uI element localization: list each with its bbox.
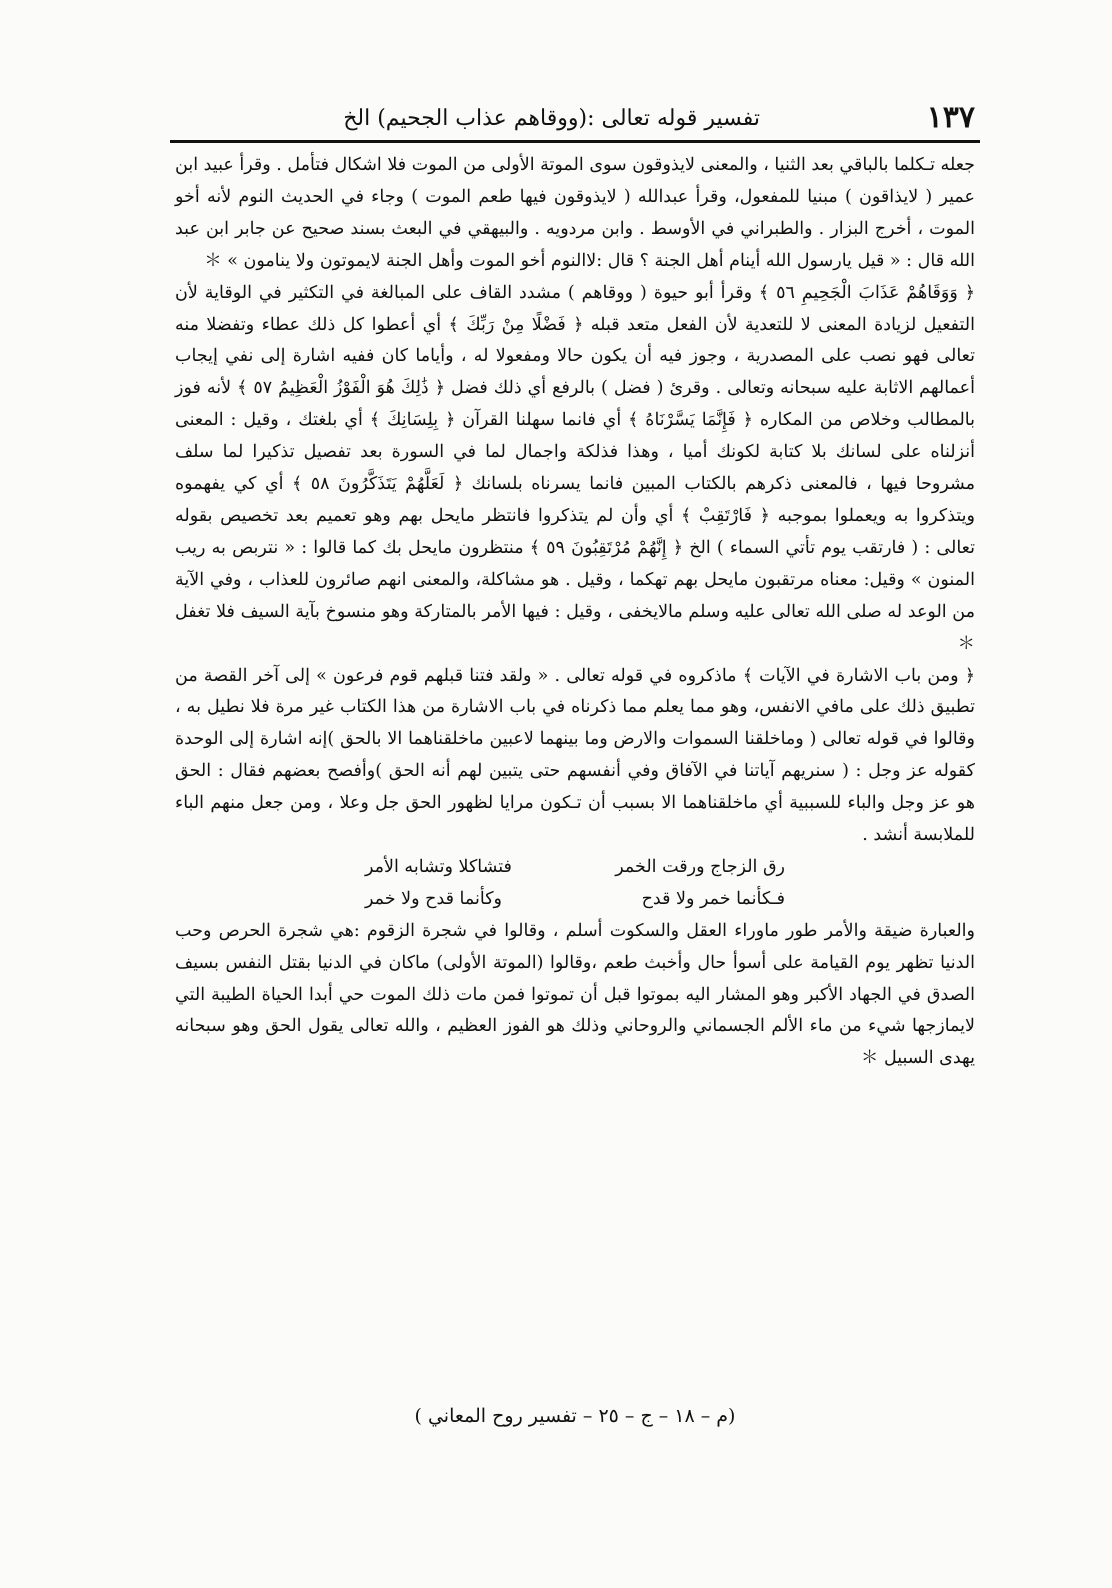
verse-line <box>365 852 785 884</box>
page-footer: (م – ١٨ – ج – ٢٥ – تفسير روح المعاني ) <box>414 1405 736 1427</box>
verse-hemistich: رق الزجاج ورقت الخمر <box>615 856 785 877</box>
body-text <box>175 150 975 1075</box>
paragraph: جعله تـكلما بالباقي بعد الثنيا ، والمعنى لايذوقون سوى الموتة الأولى من الموت فلا اشكال فتأمل . وقرأ عبيد ابن عمير ( لايذاقون ) مبنيا للمفعول، وقرأ عبدالله ( لايذوقون فيها طعم الموت ) وجاء في الحديث النوم لأنه أخو الموت ، أخرج البزار . والطبراني في الأوسط . وابن مردويه . والبيهقي في البعث بسند صحيح عن جابر ابن عبد الله قال : « قيل يارسول الله أينام أهل الجنة ؟ قال :لاالنوم أخو الموت وأهل الجنة لايموتون ولا ينامون » ＊ <box>175 155 975 271</box>
paragraph: ﴿ وَوَقَاهُمْ عَذَابَ الْجَحِيمِ ٥٦ ﴾ وقرأ أبو حيوة ( ووقاهم ) مشدد القاف على المبالغة في التكثير في الوقاية لأن التفعيل لزيادة المعنى لا للتعدية لأن الفعل متعد قبله ﴿ فَضْلًا مِنْ رَبِّكَ ﴾ أي أعطوا كل ذلك عطاء وتفضلا منه تعالى فهو نصب على المصدرية ، وجوز فيه أن يكون حالا ومفعولا له ، وأياما كان ففيه اشارة إلى نفي إيجاب أعمالهم الاثابة عليه سبحانه وتعالى . وقرئ ( فضل ) بالرفع أي ذلك فضل ﴿ ذَٰلِكَ هُوَ الْفَوْزُ الْعَظِيمُ ٥٧ ﴾ لأنه فوز بالمطالب وخلاص من المكاره ﴿ فَإِنَّمَا يَسَّرْنَاهُ ﴾ أي فانما سهلنا القرآن ﴿ بِلِسَانِكَ ﴾ أي بلغتك ، وقيل : المعنى أنزلناه على لسانك بلا كتابة لكونك أميا ، وهذا فذلكة واجمال لما في السورة بعد تفصيل تذكيرا لما سلف مشروحا فيها ، فالمعنى ذكرهم بالكتاب المبين فانما يسرناه بلسانك ﴿ لَعَلَّهُمْ يَتَذَكَّرُونَ ٥٨ ﴾ أي كي يفهموه ويتذكروا به ويعملوا بموجبه ﴿ فَارْتَقِبْ ﴾ أي وأن لم يتذكروا فانتظر مايحل بهم وهو تعميم بعد تخصيص بقوله تعالى : ( فارتقب يوم تأتي السماء ) الخ ﴿ إِنَّهُمْ مُرْتَقِبُونَ ٥٩ ﴾ منتظرون مايحل بك كما قالوا : « نتربص به ريب المنون » وقيل: معناه مرتقبون مايحل بهم تهكما ، وقيل . هو مشاكلة، والمعنى انهم صائرون للعذاب ، وفي الآية من الوعد له صلى الله تعالى عليه وسلم مالايخفى ، وقيل : فيها الأمر بالمتاركة وهو منسوخ بآية السيف فلا تغفل ＊ <box>175 282 975 654</box>
poetry-verse <box>365 852 785 916</box>
verse-line <box>365 884 785 916</box>
verse-hemistich: فتشاكلا وتشابه الأمر <box>365 856 512 877</box>
verse-hemistich: فـكأنما خمر ولا قدح <box>641 888 785 909</box>
paragraph: ﴿ ومن باب الاشارة في الآيات ﴾ ماذكروه في قوله تعالى . « ولقد فتنا قبلهم قوم فرعون » إلى آخر القصة من تطبيق ذلك على مافي الانفس، وهو مما يعلم مما ذكرناه في باب الاشارة من هذا الكتاب غير مرة فلا نطيل به ، وقالوا في قوله تعالى ( وماخلقنا السموات والارض وما بينهما لاعبين ماخلقناهما الا بالحق )إنه اشارة إلى الوحدة كقوله عز وجل : ( سنريهم آياتنا في الآفاق وفي أنفسهم حتى يتبين لهم أنه الحق )وأفصح بعضهم فقال : الحق هو عز وجل والباء للسببية أي ماخلقناهما الا بسبب أن تـكون مرايا لظهور الحق جل وعلا ، ومن جعل منهم الباء للملابسة أنشد . <box>175 665 975 846</box>
running-title: تفسير قوله تعالى :(ووقاهم عذاب الجحيم) الخ <box>343 106 760 131</box>
page-header <box>175 100 975 140</box>
header-rule <box>170 140 980 143</box>
paragraph: والعبارة ضيقة والأمر طور ماوراء العقل والسكوت أسلم ، وقالوا في شجرة الزقوم :هي شجرة الحرص وحب الدنيا تظهر يوم القيامة على أسوأ حال وأخبث طعم ،وقالوا (الموتة الأولى) ماكان في الدنيا بقتل النفس بسيف الصدق في الجهاد الأكبر وهو المشار اليه بموتوا قبل أن تموتوا فمن مات ذلك الموت حي أبدا الحياة الطيبة التي لايمازجها شيء من ماء الألم الجسماني والروحاني وذلك هو الفوز العظيم ، والله تعالى يقول الحق وهو سبحانه يهدى السبيل ＊ <box>175 920 975 1069</box>
page-number: ١٣٧ <box>926 100 975 135</box>
verse-hemistich: وكأنما قدح ولا خمر <box>365 888 502 909</box>
